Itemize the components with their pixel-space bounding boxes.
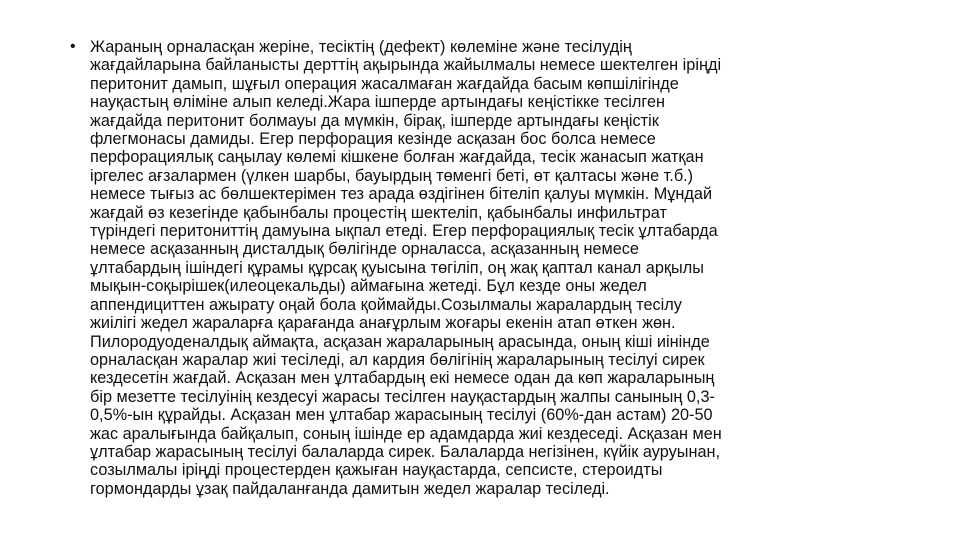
paragraph-text [90,38,890,498]
paragraph-line: бір мезетте тесілуінің кездесуі жарасы тесілген науқастардың жалпы санының 0,3- [90,387,715,406]
paragraph-line: перитонит дамып, шұғыл операция жасалмаған жағдайда басым көпшілігінде [90,74,679,93]
paragraph-line: мықын-соқырішек(илеоцекальды) аймағына жетеді. Бұл кезде оны жедел [90,277,647,296]
paragraph-line: жағдайда перитонит болмауы да мүмкін, бірақ, ішперде артындағы кеңістік [90,111,659,130]
paragraph-line: Жараның орналасқан жеріне, тесіктің (дефект) көлеміне және тесілудің [90,38,632,56]
paragraph-line: кездесетін жағдай. Асқазан мен ұлтабардың екі немесе одан да көп жараларының [90,369,715,388]
paragraph-line: созылмалы іріңді процестерден қажыған науқастарда, сепсисте, стероидты [90,461,663,480]
paragraph-line: науқастың өліміне алып келеді.Жара ішперде артындағы кеңістікке тесілген [90,93,666,112]
paragraph-line: аппендициттен ажырату оңай бола қоймайды.Созылмалы жаралардың тесілу [90,295,682,314]
paragraph-line: ұлтабардың ішіндегі құрамы құрсақ қуысына төгіліп, оң жақ қаптал канал арқылы [90,258,704,277]
paragraph-line: флегмонасы дамиды. Егер перфорация кезінде асқазан бос болса немесе [90,130,656,149]
paragraph-line: немесе асқазанның дисталдық бөлігінде орналасса, асқазанның немесе [90,240,639,259]
paragraph-line: орналасқан жаралар жиі тесіледі, ал кардия бөлігінің жараларының тесілуі сирек [90,350,705,369]
paragraph-line: перфорациялық саңылау көлемі кішкене болған жағдайда, тесік жанасып жатқан [90,148,704,167]
paragraph-line: жас аралығында байқалып, соның ішінде ер адамдарда жиі кездеседі. Асқазан мен [90,424,722,443]
paragraph-line: жағдайларына байланысты дерттің ақырында жайылмалы немесе шектелген іріңді [90,56,722,75]
paragraph-line: іргелес ағзалармен (үлкен шарбы, бауырдың төменгі беті, өт қалтасы және т.б.) [90,166,694,185]
paragraph-line: жиілігі жедел жараларға қарағанда анағұрлым жоғары екенін атап өткен жөн. [90,314,676,333]
paragraph-line: гормондарды ұзақ пайдаланғанда дамитын жедел жаралар тесіледі. [90,479,610,498]
bullet-icon: • [70,38,76,55]
bullet-paragraph [70,38,890,498]
paragraph-line: Пилородуоденалдық аймақта, асқазан жараларының арасында, оның кіші иінінде [90,332,710,351]
paragraph-line: 0,5%-ын құрайды. Асқазан мен ұлтабар жарасының тесілуі (60%-дан астам) 20-50 [90,406,713,425]
paragraph-line: жағдай өз кезегінде қабынбалы процестің шектеліп, қабынбалы инфильтрат [90,203,667,222]
paragraph-line: ұлтабар жарасының тесілуі балаларда сирек. Балаларда негізінен, күйік ауруынан, [90,442,721,461]
paragraph-line: түріндегі перитониттің дамуына ықпал етеді. Егер перфорациялық тесік ұлтабарда [90,222,718,241]
paragraph-line: немесе тығыз ас бөлшектерімен тез арада өздігінен бітеліп қалуы мүмкін. Мұндай [90,185,713,204]
